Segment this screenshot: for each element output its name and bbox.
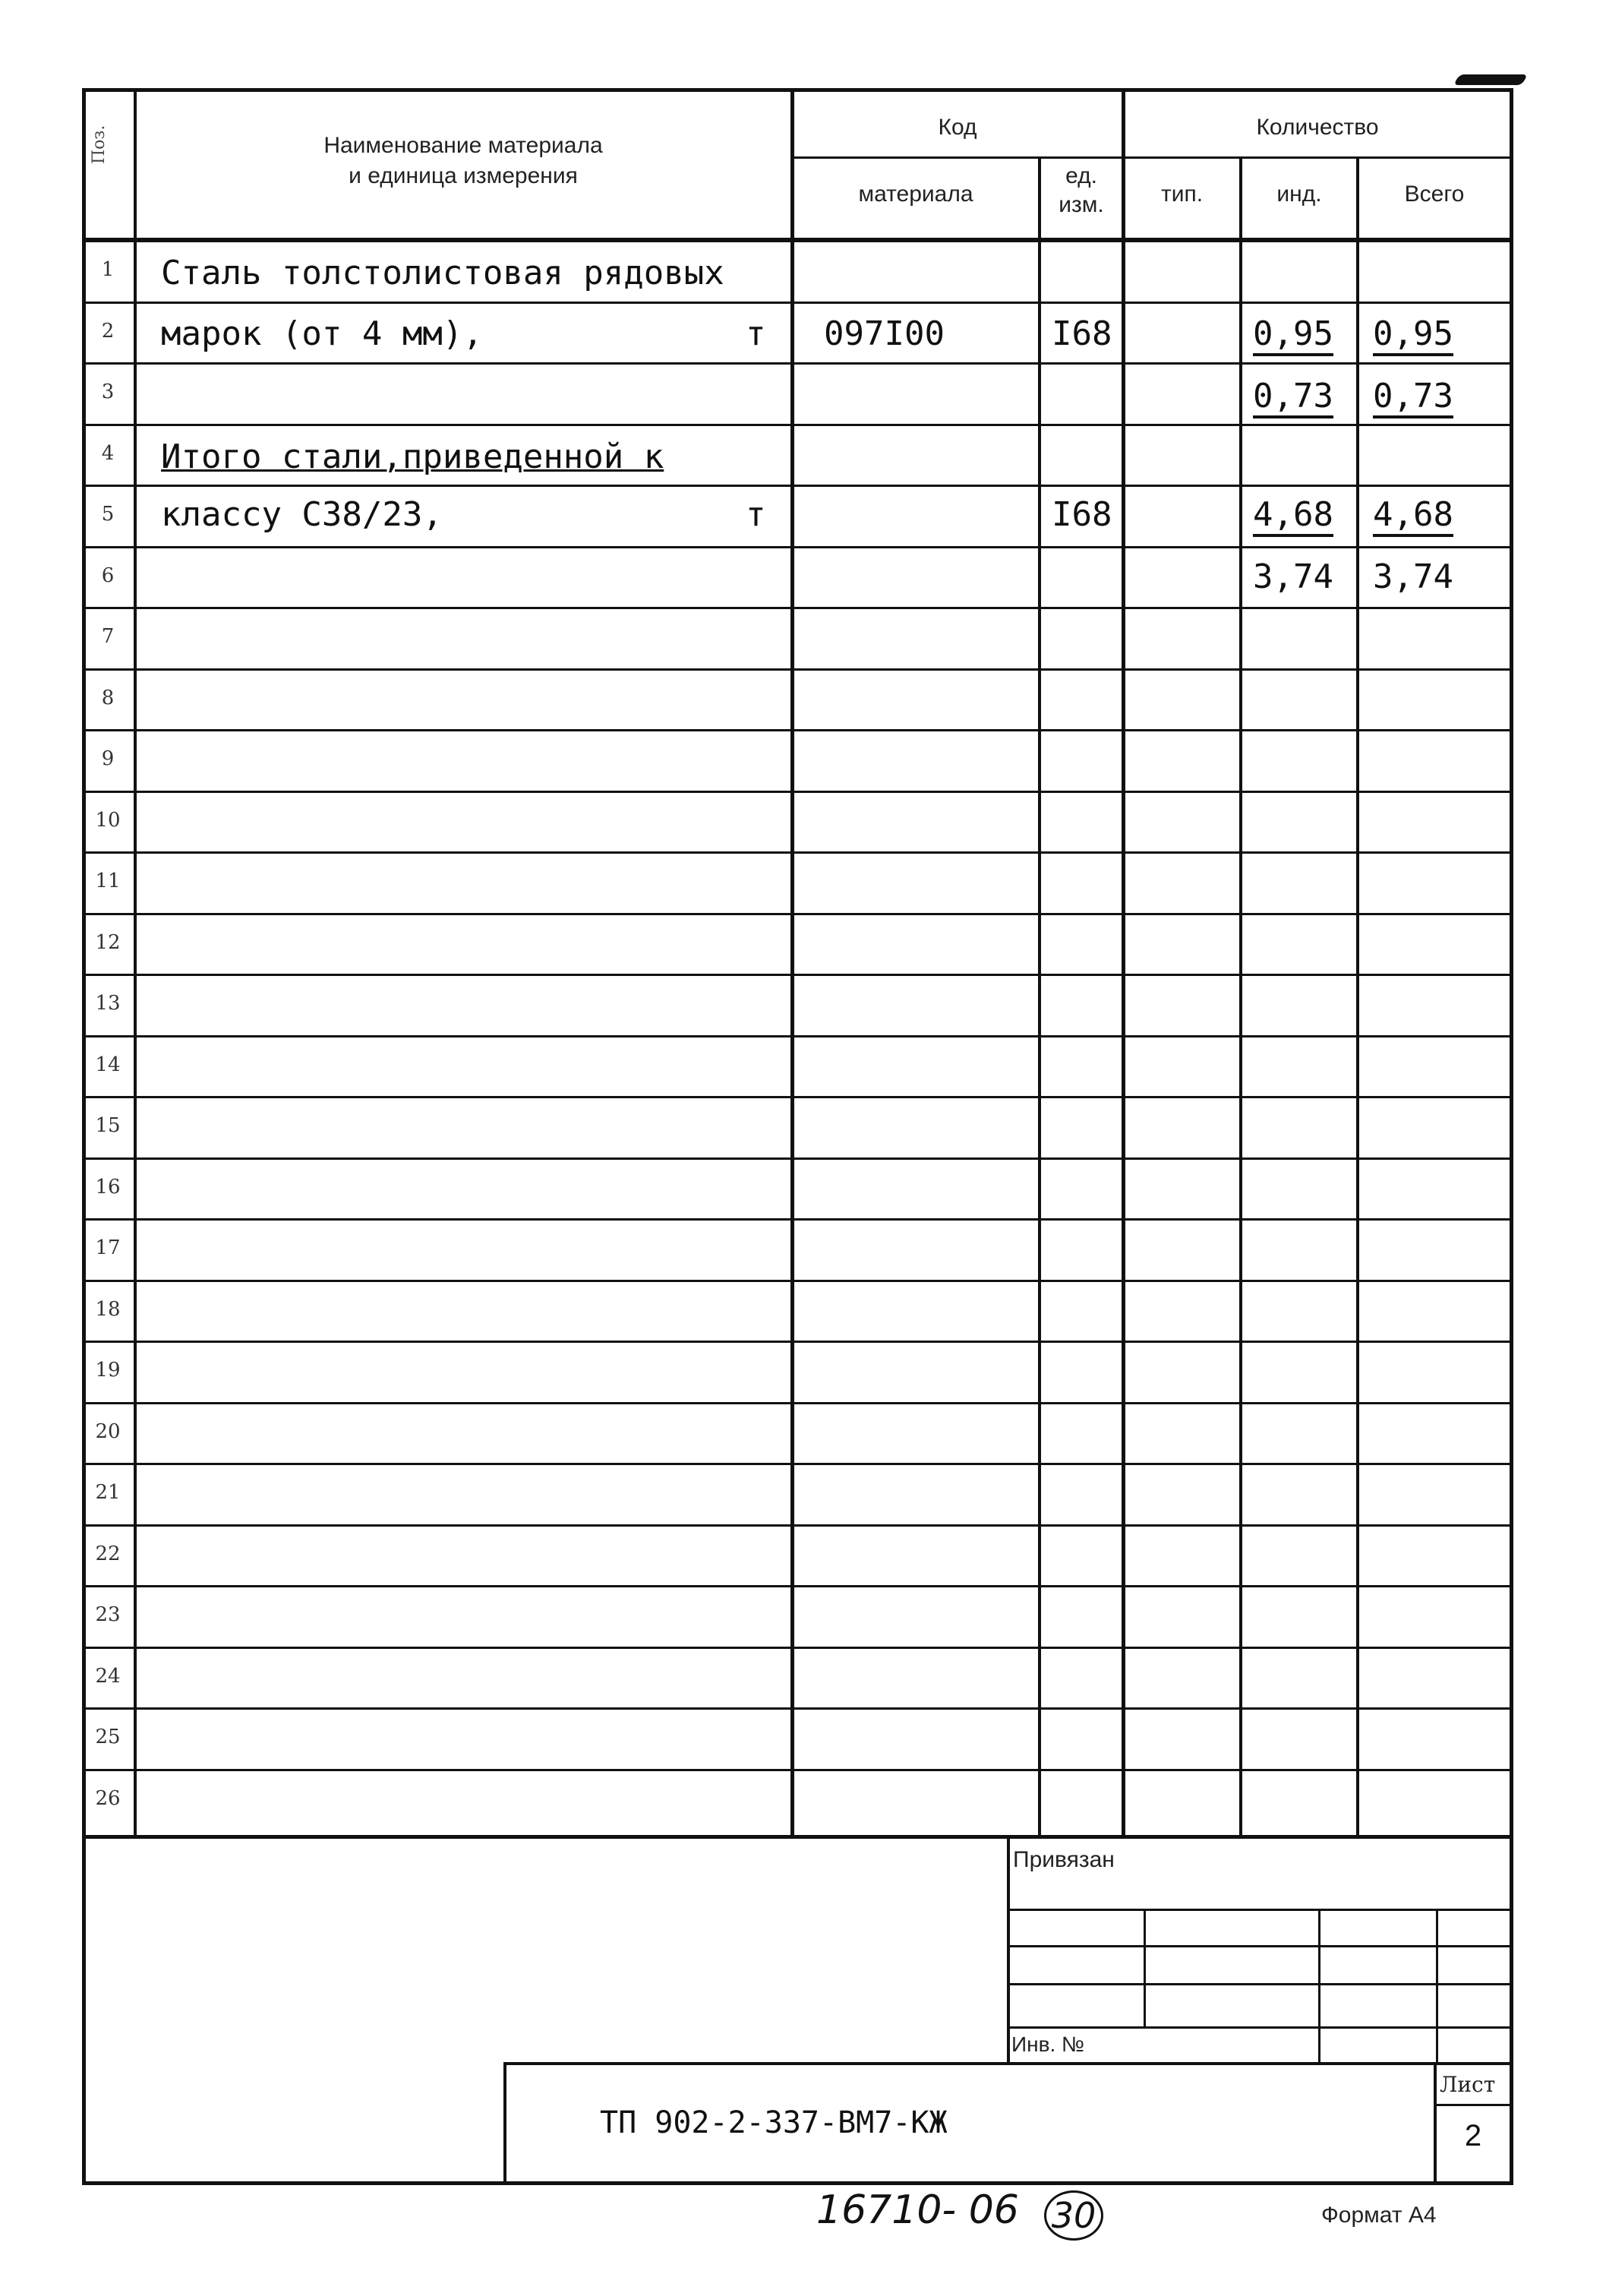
row-separator xyxy=(82,485,1513,487)
row-separator xyxy=(82,1647,1513,1649)
row-5-unit: I68 xyxy=(1052,495,1112,534)
col-line-num xyxy=(134,88,137,1837)
header-name-line2: и единица измерения xyxy=(349,163,578,188)
header-code-unit-line2: изм. xyxy=(1059,192,1104,217)
row-separator xyxy=(82,1707,1513,1710)
row-5-unit-mark: т xyxy=(746,495,766,534)
row-6-total: 3,74 xyxy=(1373,557,1453,596)
row-number: 25 xyxy=(95,1726,121,1748)
row-2-total: 0,95 xyxy=(1373,314,1453,356)
header-bottom-line xyxy=(82,238,1513,242)
row-number: 24 xyxy=(95,1665,121,1688)
row-number: 20 xyxy=(95,1420,121,1443)
pen-mark xyxy=(1453,74,1528,85)
stamp-sheet-number: 2 xyxy=(1464,2119,1482,2152)
row-2-unit: I68 xyxy=(1052,314,1112,353)
row-separator xyxy=(82,424,1513,426)
row-number: 14 xyxy=(95,1053,121,1076)
row-1-name: Сталь толстолистовая рядовых xyxy=(161,254,724,292)
stamp-sheet-mid xyxy=(1434,2104,1512,2106)
row-separator xyxy=(82,1769,1513,1771)
stamp-inv-no: Инв. № xyxy=(1011,2032,1085,2056)
row-separator xyxy=(82,1402,1513,1404)
row-number: 4 xyxy=(101,442,115,465)
row-separator xyxy=(82,1035,1513,1037)
footer-handwritten-number: 16710- 06 xyxy=(816,2187,1019,2233)
row-separator xyxy=(82,362,1513,365)
stamp-col-c xyxy=(1436,1909,1438,2064)
row-separator xyxy=(82,1096,1513,1098)
header-code-group: Код xyxy=(938,115,977,140)
stamp-lower-left xyxy=(503,2062,506,2184)
stamp-lower-top xyxy=(503,2062,1513,2065)
row-separator xyxy=(82,302,1513,304)
row-2-code: 097I00 xyxy=(824,314,945,353)
row-number: 9 xyxy=(101,747,115,770)
row-number: 19 xyxy=(95,1359,121,1382)
row-2-ind: 0,95 xyxy=(1253,314,1333,356)
row-number: 1 xyxy=(101,258,115,281)
row-separator xyxy=(82,1218,1513,1221)
row-number: 10 xyxy=(95,809,121,832)
row-number: 3 xyxy=(101,381,115,403)
row-4-name: Итого стали,приведенной к xyxy=(161,437,664,476)
row-number: 11 xyxy=(95,870,121,892)
stamp-doc-code: ТП 902-2-337-ВМ7-КЖ xyxy=(600,2105,948,2140)
frame-top xyxy=(82,88,1513,92)
stamp-col-a xyxy=(1144,1909,1146,2026)
col-line-unit xyxy=(1122,88,1125,1837)
stamp-divider-v xyxy=(1007,1835,1010,2063)
row-separator xyxy=(82,1463,1513,1465)
stamp-privyazan: Привязан xyxy=(1013,1847,1115,1872)
row-separator xyxy=(82,791,1513,793)
row-5-ind: 4,68 xyxy=(1253,495,1333,537)
header-qty-total: Всего xyxy=(1404,182,1465,207)
row-3-total: 0,73 xyxy=(1373,377,1453,418)
footer-circled-number xyxy=(1044,2190,1103,2241)
row-separator xyxy=(82,851,1513,854)
header-qty-group: Количество xyxy=(1256,115,1379,140)
row-separator xyxy=(82,1341,1513,1343)
row-number: 2 xyxy=(101,320,115,343)
row-number: 23 xyxy=(95,1603,121,1626)
row-number: 22 xyxy=(95,1543,121,1565)
row-number: 8 xyxy=(101,687,115,709)
header-code-unit-line1: ед. xyxy=(1065,163,1097,188)
row-5-name: классу С38/23, xyxy=(161,495,443,534)
row-separator xyxy=(82,546,1513,548)
row-number: 17 xyxy=(95,1236,121,1259)
row-number: 18 xyxy=(95,1298,121,1321)
stamp-sheet-label: Лист xyxy=(1440,2072,1496,2097)
row-separator xyxy=(82,913,1513,915)
row-number: 7 xyxy=(101,625,115,648)
row-number: 6 xyxy=(101,564,115,587)
row-2-unit-mark: т xyxy=(746,314,766,353)
row-separator xyxy=(82,1280,1513,1282)
frame-right xyxy=(1510,88,1513,2184)
row-separator xyxy=(82,668,1513,671)
row-6-ind: 3,74 xyxy=(1253,557,1333,596)
footer-circled-number-text: 30 xyxy=(1051,2195,1096,2236)
row-number: 26 xyxy=(95,1787,121,1810)
row-separator xyxy=(82,1585,1513,1587)
row-number: 13 xyxy=(95,992,121,1015)
header-qty-type: тип. xyxy=(1160,182,1204,207)
header-name-line1: Наименование материала xyxy=(323,133,603,158)
row-number: 21 xyxy=(95,1481,121,1504)
row-separator xyxy=(82,1157,1513,1160)
row-separator xyxy=(82,1524,1513,1527)
position-side-label: Поз. xyxy=(90,125,109,164)
row-separator xyxy=(82,607,1513,609)
footer-format-label: Формат А4 xyxy=(1321,2203,1437,2228)
row-number: 15 xyxy=(95,1114,121,1137)
stamp-col-b xyxy=(1318,1909,1320,2064)
row-separator xyxy=(82,974,1513,976)
header-code-material: материала xyxy=(858,182,973,207)
row-5-total: 4,68 xyxy=(1373,495,1453,537)
row-number: 5 xyxy=(101,503,115,526)
frame-bottom xyxy=(82,2181,1513,2185)
col-line-name xyxy=(790,88,794,1837)
stamp-top-line xyxy=(82,1835,1513,1839)
row-3-ind: 0,73 xyxy=(1253,377,1333,418)
header-mid-line xyxy=(790,156,1512,159)
header-qty-ind: инд. xyxy=(1276,182,1322,207)
row-separator xyxy=(82,729,1513,731)
row-number: 12 xyxy=(95,931,121,954)
row-number: 16 xyxy=(95,1176,121,1199)
row-2-name: марок (от 4 мм), xyxy=(161,314,483,353)
